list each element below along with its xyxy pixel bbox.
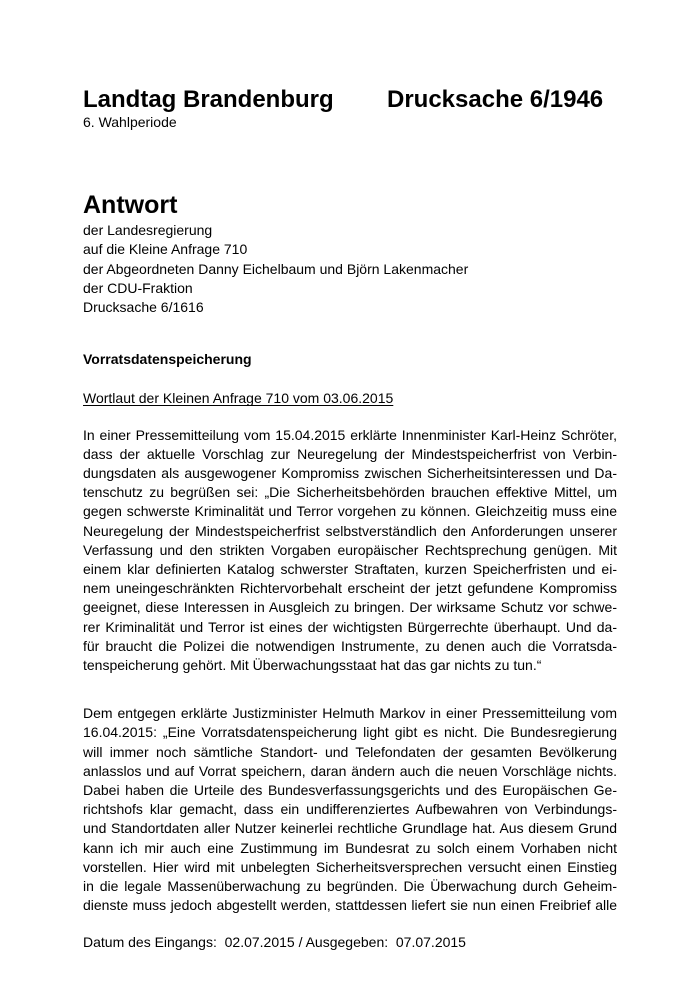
text-line: Dem entgegen erklärte Justizminister Helmuth Markov in einer Pressemitteilung vom <box>83 705 617 722</box>
text-line: der Abgeordneten Danny Eichelbaum und Björn Lakenmacher <box>83 260 469 277</box>
text-line: der CDU-Fraktion <box>83 279 193 296</box>
answer-title: Antwort <box>83 191 178 220</box>
text-line: Drucksache 6/1616 <box>83 299 204 316</box>
text-line: in die legale Massenüberwachung zu begründen. Die Überwachung durch Geheim- <box>83 878 617 895</box>
text-line: tenspeicherung gehört. Mit Überwachungsstaat hat das gar nichts zu tun.“ <box>83 657 542 674</box>
text-line: auf die Kleine Anfrage 710 <box>83 241 248 258</box>
paragraph-press-release-schroeter <box>83 426 617 676</box>
text-line: und Standortdaten aller Nutzer keinerlei rechtliche Grundlage hat. Aus diesem Grund <box>83 820 617 837</box>
text-line: nem uneingeschränkten Richtervorbehalt erscheint der jetzt gefundene Kompromiss <box>83 580 617 597</box>
subject-heading: Vorratsdatenspeicherung <box>83 351 252 368</box>
text-line: will immer noch sämtliche Standort- und Telefondaten der gesamten Bevölkerung <box>83 743 617 760</box>
text-line: rer Kriminalität und Terror ist eines der wichtigsten Bürgerrechte überhaupt. Und da- <box>83 618 617 635</box>
legislative-period: 6. Wahlperiode <box>83 114 177 130</box>
paragraph-press-release-markov <box>83 704 617 915</box>
text-line: dass der aktuelle Vorschlag zur Neuregelung der Mindestspeicherfrist von Verbin- <box>83 445 617 462</box>
text-line: geeignet, diese Interessen in Ausgleich zu bringen. Der wirksame Schutz vor schwe- <box>83 599 617 616</box>
text-line: Dabei haben die Urteile des Bundesverfassungsgerichts und des Europäischen Ge- <box>83 782 617 799</box>
text-line: vorstellen. Hier wird mit unbelegten Sicherheitsversprechen versucht einen Einstieg <box>83 858 617 875</box>
text-line: In einer Pressemitteilung vom 15.04.2015 erklärte Innenminister Karl-Heinz Schröter, <box>83 426 617 443</box>
request-wording-text: Wortlaut der Kleinen Anfrage 710 vom 03.06.2015 <box>83 390 394 407</box>
answer-subtitle <box>83 221 617 317</box>
text-line: für braucht die Polizei die notwendigen Instrumente, zu denen auch die Vorratsda- <box>83 637 617 654</box>
text-line: einem klar definierten Katalog schwerster Straftaten, kurzen Speicherfristen und ei- <box>83 561 617 578</box>
dates-footer: Datum des Eingangs: 02.07.2015 / Ausgegeben: 07.07.2015 <box>83 933 466 950</box>
text-line: anlasslos und auf Vorrat speichern, daran ändern auch die neuen Vorschläge nichts. <box>83 762 617 779</box>
text-line: tenschutz zu begrüßen sei: „Die Sicherheitsbehörden brauchen effektive Mittel, um <box>83 484 617 501</box>
request-wording-heading <box>83 389 617 408</box>
text-line: der Landesregierung <box>83 222 213 239</box>
institution-title: Landtag Brandenburg <box>83 86 334 113</box>
text-line: kann ich mir auch eine Zustimmung im Bundesrat zu solch einem Vorhaben nicht <box>83 839 617 856</box>
text-line: gegen schwerste Kriminalität und Terror vorgehen zu können. Gleichzeitig muss eine <box>83 503 617 520</box>
text-line: richtshofs klar gemacht, dass ein undifferenziertes Aufbewahren von Verbindungs- <box>83 801 617 818</box>
document-header <box>83 87 617 113</box>
text-line: 16.04.2015: „Eine Vorratsdatenspeicherung light gibt es nicht. Die Bundesregierung <box>83 724 617 741</box>
document-number: Drucksache 6/1946 <box>387 86 604 113</box>
text-line: Neuregelung der Mindestspeicherfrist selbstverständlich den Anforderungen unserer <box>83 522 617 539</box>
text-line: Verfassung und den strikten Vorgaben europäischer Rechtsprechung genügen. Mit <box>83 541 617 558</box>
text-line: dungsdaten als ausgewogener Kompromiss zwischen Sicherheitsinteressen und Da- <box>83 465 617 482</box>
text-line: dienste muss jedoch abgestellt werden, stattdessen liefert sie nun einen Freibrief alle <box>83 897 617 914</box>
